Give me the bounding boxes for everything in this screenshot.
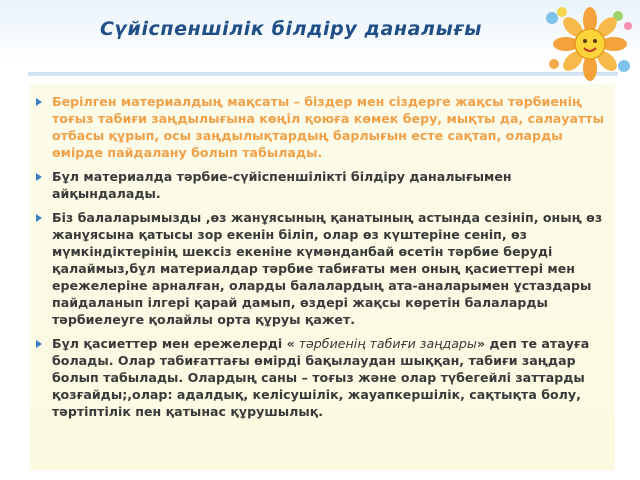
triangle-bullet-icon: [36, 98, 42, 106]
bullet-item: [30, 209, 615, 328]
slide-title: Сүйіспеншілік білдіру даналығы: [100, 18, 483, 40]
bullet-text-start: Бұл қасиеттер мен ережелерді «: [52, 336, 295, 351]
bullet-text-italic: тәрбиенің табиғи заңдары: [294, 336, 477, 351]
bullet-list: [30, 84, 615, 420]
bullet-item: [30, 93, 615, 161]
triangle-bullet-icon: [36, 340, 42, 348]
triangle-bullet-icon: [36, 173, 42, 181]
title-divider: [28, 72, 618, 76]
bullet-text: Берілген материалдың мақсаты – біздер мен сіздерге жақсы тәрбиенің тоғыз табиғи заңдылығына көңіл қоюға көмек беру, мықты да, салауатты отбасы құрып, осы заңдылықтардың барлығын есте сақтап, оларды өмірде пайдалану болып табылады.: [52, 94, 604, 160]
bullet-item: [30, 168, 615, 202]
bullet-item: [30, 335, 615, 420]
bullet-text: Бұл материалда тәрбие-сүйіспеншілікті білдіру даналығымен айқындалады.: [52, 169, 512, 201]
sun-flower-icon: [540, 4, 636, 82]
content-box: [30, 84, 615, 470]
bullet-text: Біз балаларымызды ,өз жанұясының қанатының астында сезініп, оның өз жанұясына қатысы зор екенін біліп, олар өз күштеріне сеніп, өз мүмкіндіктерінің шексіз екеніне күмәнданбай өсетін тәрбие беруді қалаймыз,бұл материалдар тәрбие табиғаты мен оның қасиеттері мен ережелеріне арналған, оларды балалардың ата-аналарымен ұстаздары пайдаланып ілгері қарай дамып, өздері жақсы көретін балаларды тәрбиелеуге қолайлы орта құруы қажет.: [52, 210, 603, 327]
triangle-bullet-icon: [36, 214, 42, 222]
bullet-text-end: » деп те атауға болады. Олар табиғаттағы өмірді бақылаудан шыққан, табиғи заңдар болып табылады. Олардың саны – тоғыз және олар түбегейлі заттарды қозғайды;,олар: адалдық, келісушілік, жауапкершілік, сақтықта болу, тәртіптілік пен қатынас құрушылық.: [52, 336, 590, 419]
